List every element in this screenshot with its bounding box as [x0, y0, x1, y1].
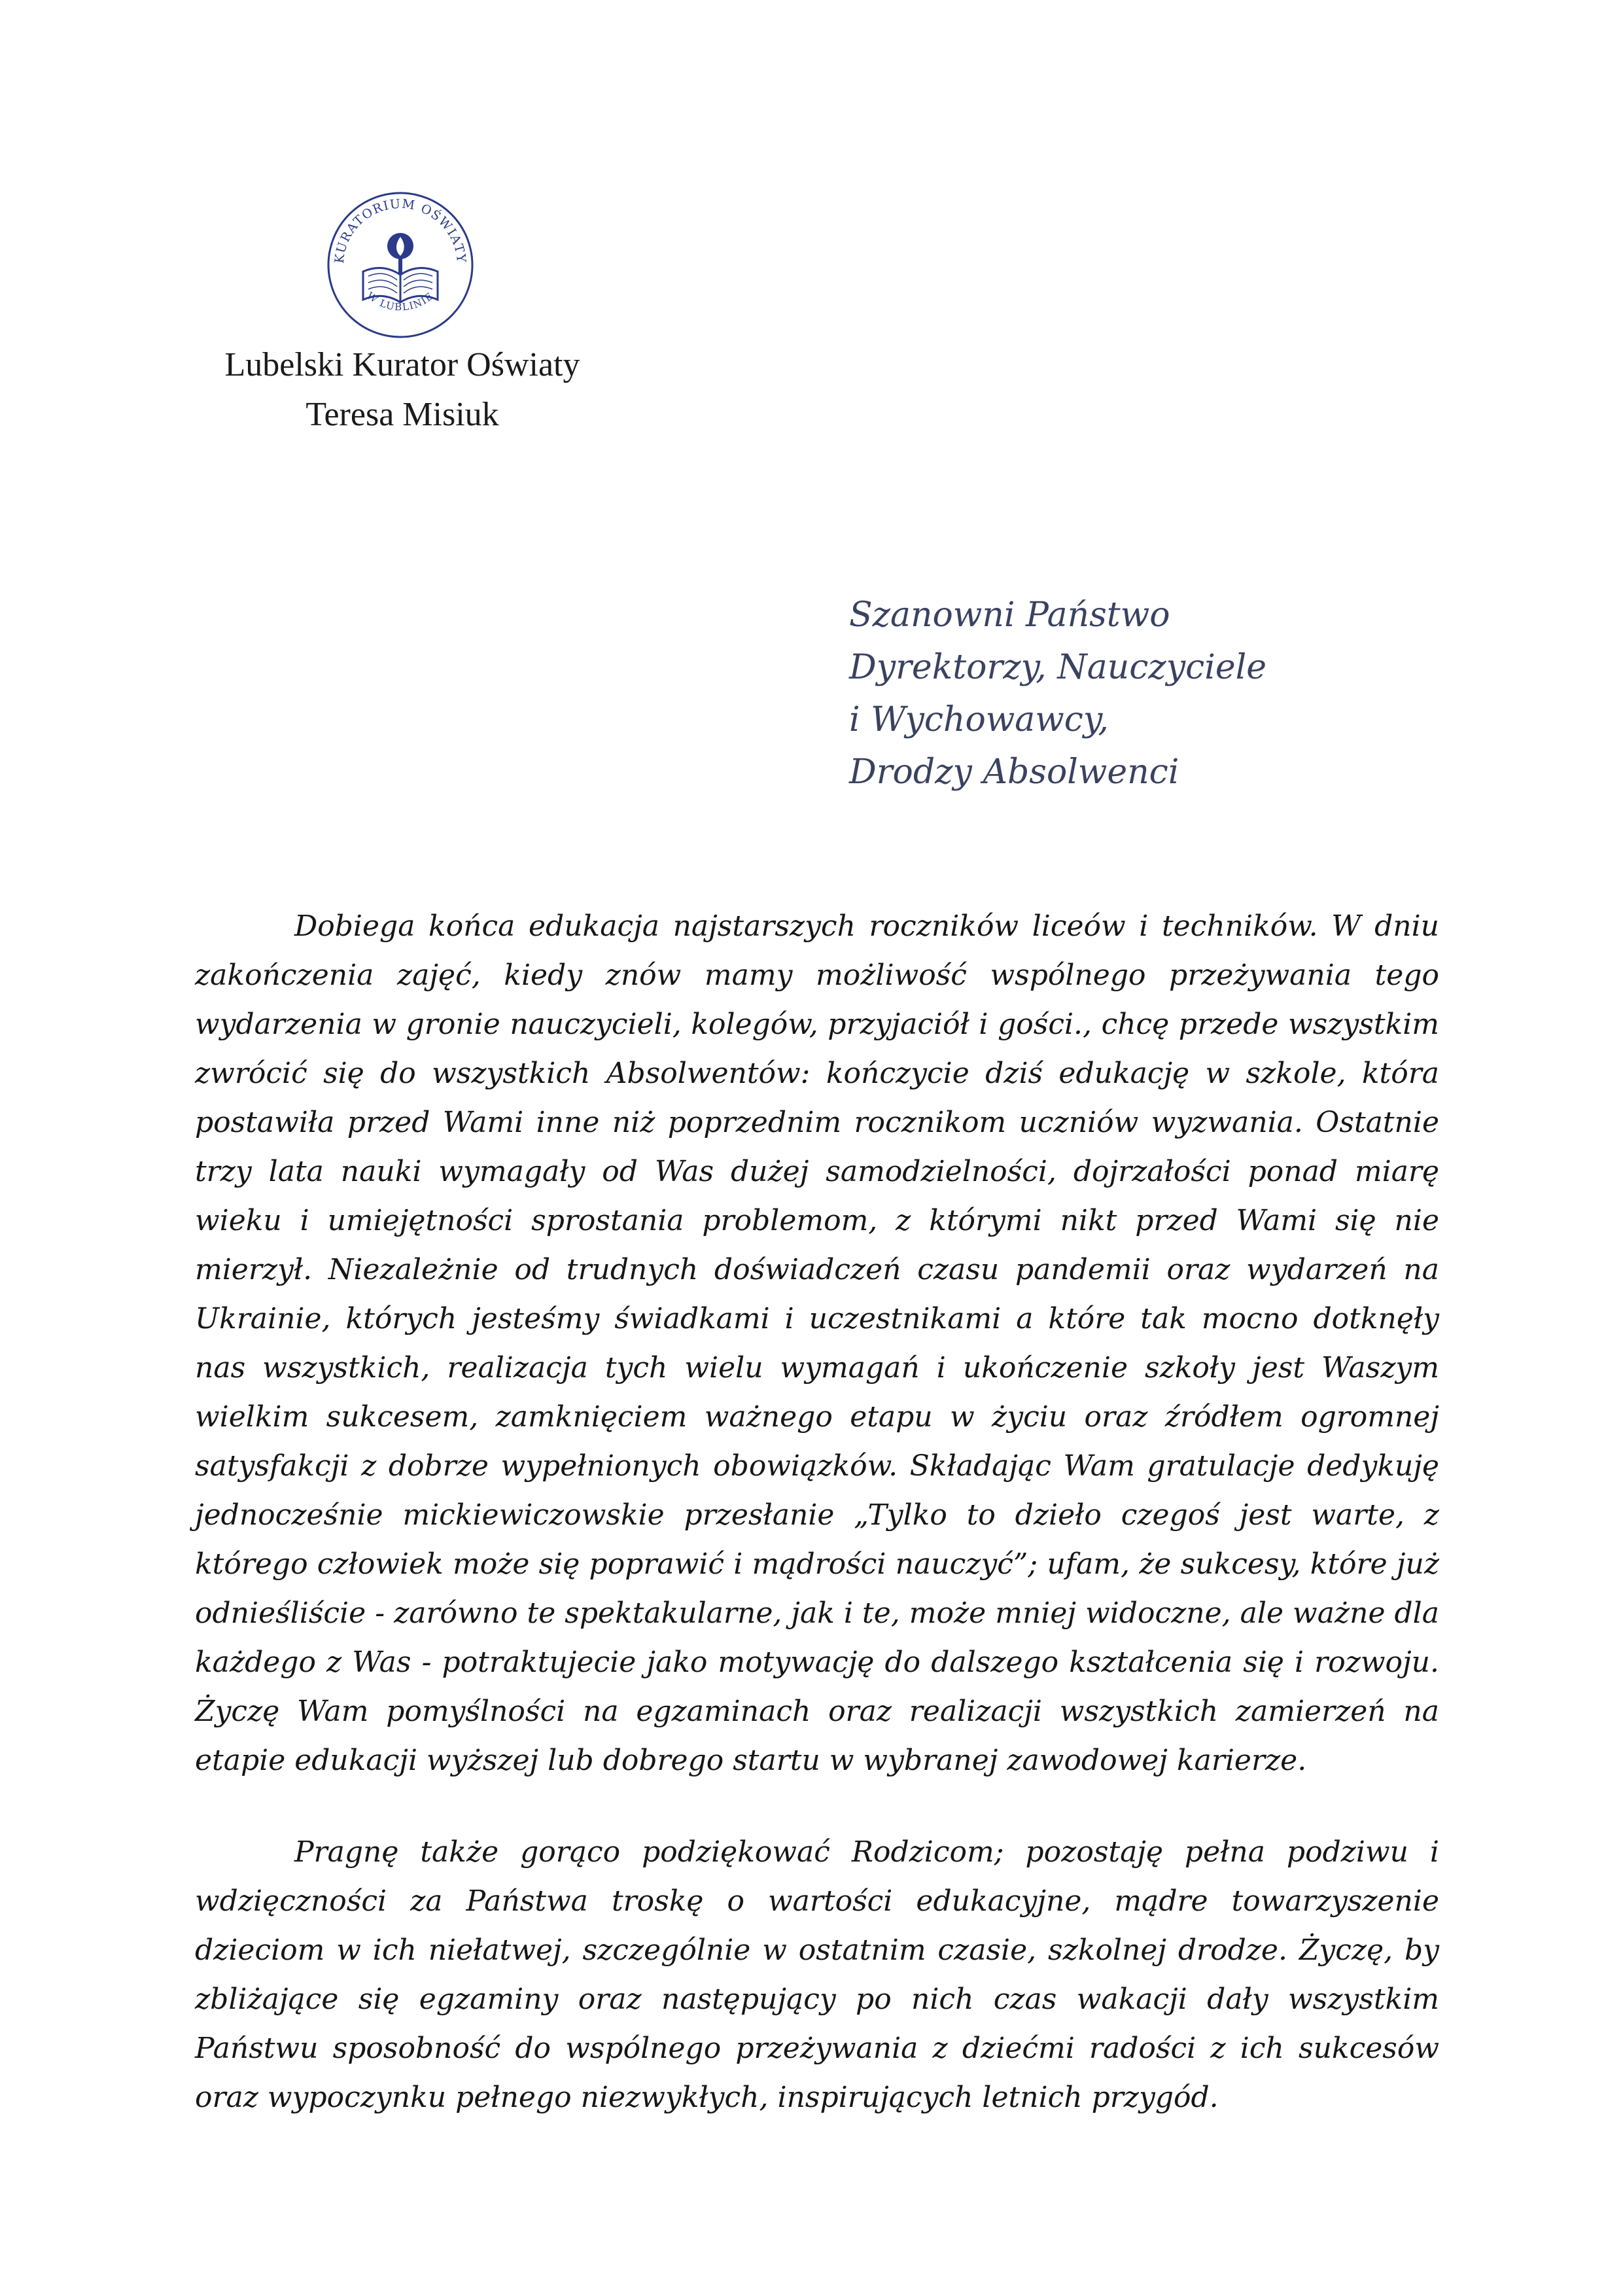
- salutation-line: Szanowni Państwo: [849, 595, 1170, 635]
- salutation-line: Drodzy Absolwenci: [849, 752, 1179, 792]
- kuratorium-seal-icon: [325, 190, 476, 340]
- svg-text:KURATORIUM OŚWIATY: KURATORIUM OŚWIATY: [332, 196, 469, 264]
- salutation-line: Dyrektorzy, Nauczyciele: [849, 648, 1267, 687]
- sender-name: Teresa Misiuk: [305, 396, 499, 433]
- salutation-block: [849, 589, 1503, 798]
- paragraph-graduates: Dobiega końca edukacja najstarszych roczników liceów i techników. W dniu zakończenia zajęć, kiedy znów mamy możliwość wspólnego przeżywania tego wydarzenia w gronie nauczycieli, kolegów, przyjaciół i gości., chcę przede wszystkim zwrócić się do wszystkich Absolwentów: kończycie dziś edukację w szkole, która postawiła przed Wami inne niż poprzednim rocznikom uczniów wyzwania. Ostatnie trzy lata nauki wymagały od Was dużej samodzielności, dojrzałości ponad miarę wieku i umiejętności sprostania problemom, z którymi nikt przed Wami się nie mierzył. Niezależnie od trudnych doświadczeń czasu pandemii oraz wydarzeń na Ukrainie, których jesteśmy świadkami i uczestnikami a które tak mocno dotknęły nas wszystkich, realizacja tych wielu wymagań i ukończenie szkoły jest Waszym wielkim sukcesem, zamknięciem ważnego etapu w życiu oraz źródłem ogromnej satysfakcji z dobrze wypełnionych obowiązków. Składając Wam gratulacje dedykuję jednocześnie mickiewiczowskie przesłanie „Tylko to dzieło czegoś jest warte, z którego człowiek może się poprawić i mądrości nauczyć”; ufam, że sukcesy, które już odnieśliście - zarówno te spektakularne, jak i te, może mniej widoczne, ale ważne dla każdego z Was - potraktujecie jako motywację do dalszego kształcenia się i rozwoju. Życzę Wam pomyślności na egzaminach oraz realizacji wszystkich zamierzeń na etapie edukacji wyższej lub dobrego startu w wybranej zawodowej karierze.: [195, 910, 1439, 1777]
- letter-body: [195, 902, 1439, 2122]
- salutation-line: i Wychowawcy,: [849, 700, 1109, 739]
- paragraph-parents: Pragnę także gorąco podziękować Rodzicom; pozostaję pełna podziwu i wdzięczności za Państwa troskę o wartości edukacyjne, mądre towarzyszenie dzieciom w ich niełatwej, szczególnie w ostatnim czasie, szkolnej drodze. Życzę, by zbliżające się egzaminy oraz następujący po nich czas wakacji dały wszystkim Państwu sposobność do wspólnego przeżywania z dziećmi radości z ich sukcesów oraz wypoczynku pełnego niezwykłych, inspirujących letnich przygód.: [195, 1835, 1439, 2114]
- sender-title: Lubelski Kurator Oświaty: [224, 346, 580, 383]
- svg-text:W LUBLINIE: W LUBLINIE: [364, 289, 436, 313]
- sender-block: [164, 340, 641, 440]
